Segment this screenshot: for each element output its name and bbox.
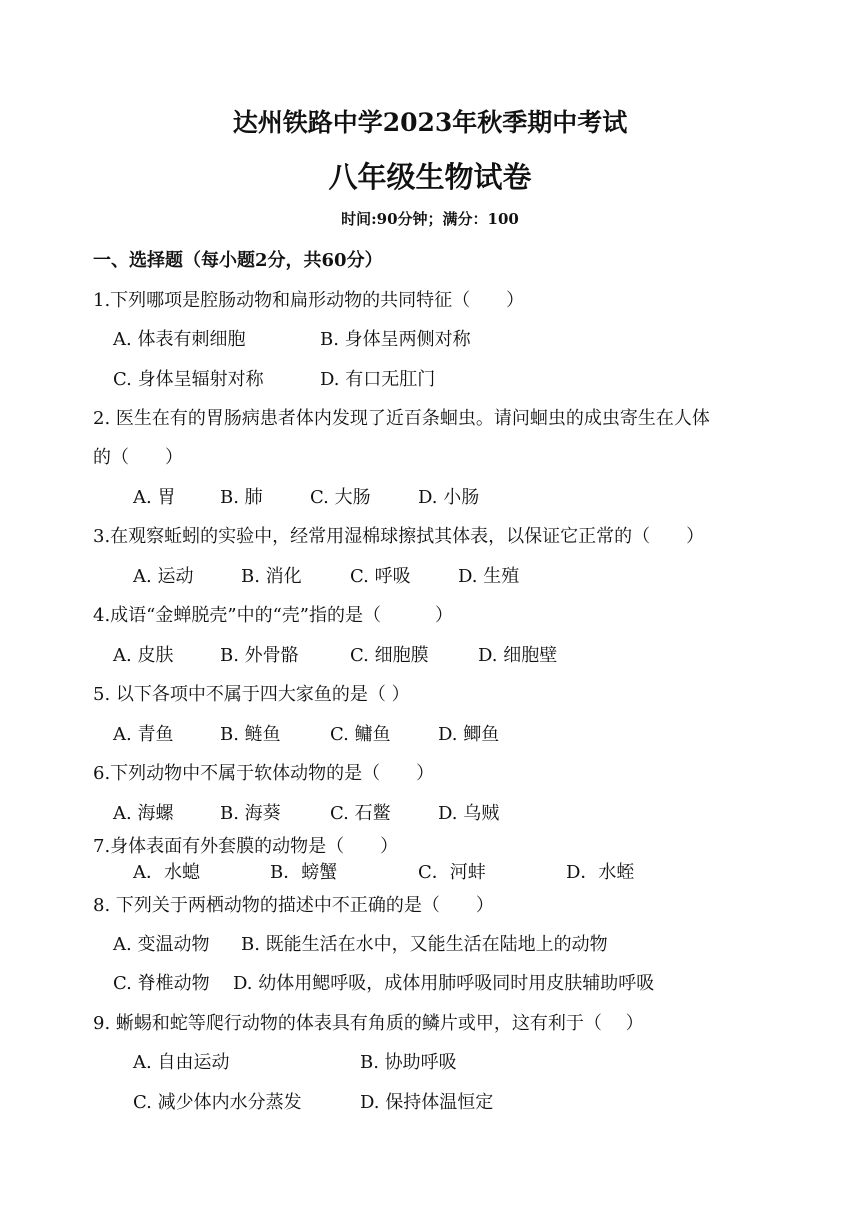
- question-2-option-a: A. 胃: [133, 487, 176, 508]
- question-4-option-a: A. 皮肤: [113, 645, 174, 666]
- question-3-option-d: D. 生殖: [458, 566, 520, 587]
- time-score-line: 时间:90分钟；满分：100: [341, 210, 519, 228]
- question-5-option-d: D. 鲫鱼: [438, 724, 500, 745]
- question-6-option-a: A. 海螺: [113, 803, 174, 824]
- question-2-stem-line1: 2. 医生在有的胃肠病患者体内发现了近百条蛔虫。请问蛔虫的成虫寄生在人体: [93, 408, 710, 429]
- question-7-stem: 7.身体表面有外套膜的动物是（ ）: [93, 836, 399, 857]
- question-8-option-d: D. 幼体用鳃呼吸，成体用肺呼吸同时用皮肤辅助呼吸: [233, 973, 655, 994]
- question-9-stem: 9. 蜥蜴和蛇等爬行动物的体表具有角质的鳞片或甲，这有利于（ ）: [93, 1013, 644, 1034]
- question-3-stem: 3.在观察蚯蚓的实验中，经常用湿棉球擦拭其体表，以保证它正常的（ ）: [93, 526, 705, 547]
- question-9-option-d: D. 保持体温恒定: [360, 1092, 494, 1113]
- question-1-option-c: C. 身体呈辐射对称: [113, 369, 264, 390]
- question-5-option-c: C. 鳙鱼: [330, 724, 391, 745]
- question-3-option-b: B. 消化: [241, 566, 302, 587]
- question-3-option-a: A. 运动: [133, 566, 194, 587]
- question-3-option-c: C. 呼吸: [350, 566, 411, 587]
- question-8-option-b: B. 既能生活在水中，又能生活在陆地上的动物: [241, 934, 608, 955]
- question-2-option-d: D. 小肠: [418, 487, 480, 508]
- question-1-option-d: D. 有口无肛门: [320, 369, 436, 390]
- question-2-option-c: C. 大肠: [310, 487, 371, 508]
- question-7-option-a: A．水螅: [133, 862, 200, 883]
- question-9-option-a: A. 自由运动: [133, 1052, 230, 1073]
- question-6-option-b: B. 海葵: [220, 803, 281, 824]
- question-4-option-b: B. 外骨骼: [220, 645, 299, 666]
- school-exam-title: 达州铁路中学2023年秋季期中考试: [232, 108, 628, 137]
- question-4-option-c: C. 细胞膜: [350, 645, 429, 666]
- question-8-stem: 8. 下列关于两栖动物的描述中不正确的是（ ）: [93, 895, 494, 916]
- question-8-option-c: C. 脊椎动物: [113, 973, 210, 994]
- question-6-option-d: D. 乌贼: [438, 803, 500, 824]
- question-5-stem: 5. 以下各项中不属于四大家鱼的是（ ）: [93, 684, 410, 705]
- question-7-option-b: B．螃蟹: [270, 862, 338, 883]
- question-7-option-c: C．河蚌: [418, 862, 486, 883]
- question-6-stem: 6.下列动物中不属于软体动物的是（ ）: [93, 763, 435, 784]
- question-4-stem: 4.成语“金蝉脱壳”中的“壳”指的是（ ）: [93, 605, 453, 626]
- question-9-option-c: C. 减少体内水分蒸发: [133, 1092, 302, 1113]
- question-1-option-b: B. 身体呈两侧对称: [320, 329, 471, 350]
- question-2-stem-line2: 的（ ）: [93, 447, 183, 468]
- question-5-option-b: B. 鲢鱼: [220, 724, 281, 745]
- section-title: 一、选择题（每小题2分，共60分）: [93, 250, 383, 271]
- question-7-option-d: D．水蛭: [566, 862, 635, 883]
- paper-title: 八年级生物试卷: [328, 160, 532, 194]
- question-8-option-a: A. 变温动物: [113, 934, 210, 955]
- question-2-option-b: B. 肺: [220, 487, 263, 508]
- question-1-stem: 1.下列哪项是腔肠动物和扁形动物的共同特征（ ）: [93, 290, 525, 311]
- question-6-option-c: C. 石鳖: [330, 803, 391, 824]
- question-1-option-a: A. 体表有刺细胞: [113, 329, 246, 350]
- question-9-option-b: B. 协助呼吸: [360, 1052, 457, 1073]
- question-4-option-d: D. 细胞壁: [478, 645, 558, 666]
- question-5-option-a: A. 青鱼: [113, 724, 174, 745]
